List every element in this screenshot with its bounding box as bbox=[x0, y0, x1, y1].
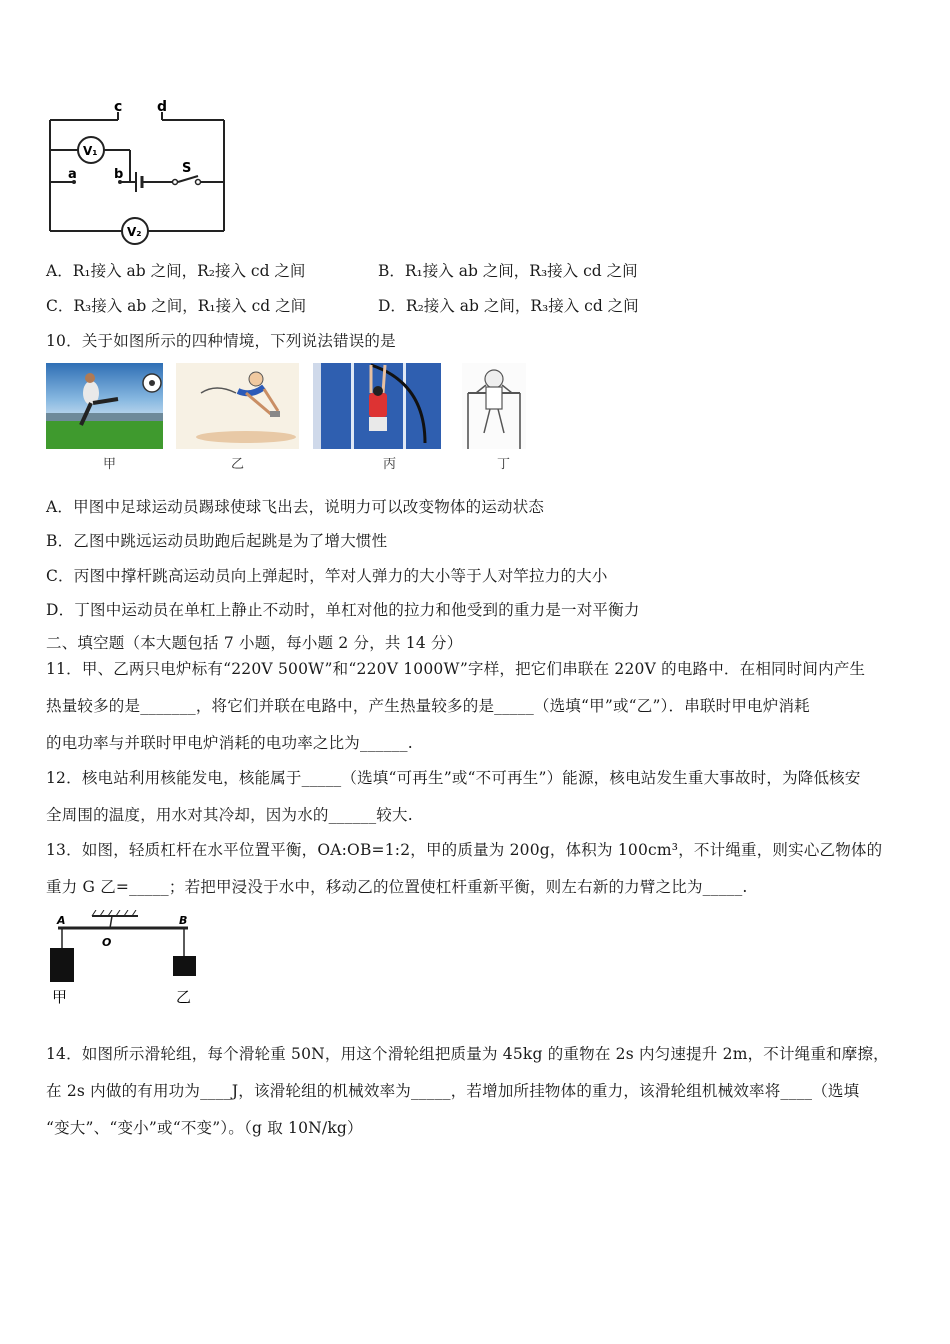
label-d: d bbox=[157, 99, 168, 115]
label-s: S bbox=[182, 161, 192, 176]
lever-label-yi: 乙 bbox=[176, 988, 192, 1006]
photo-soccer bbox=[46, 363, 163, 449]
drawing-long-jump bbox=[176, 363, 299, 449]
label-b: b bbox=[114, 167, 124, 182]
caption-yi: 乙 bbox=[231, 457, 245, 472]
label-v2: V₂ bbox=[127, 225, 142, 239]
label-c: c bbox=[114, 99, 123, 115]
q14-line3: “变大”、“变小”或“不变”）。（g 取 10N/kg） bbox=[46, 1119, 363, 1137]
drawing-horizontal-bar bbox=[462, 363, 526, 449]
circuit-diagram bbox=[40, 98, 240, 248]
lever-label-jia: 甲 bbox=[52, 988, 68, 1006]
label-a: a bbox=[68, 167, 77, 182]
q10-option-c: C．丙图中撑杆跳高运动员向上弹起时，竿对人弹力的大小等于人对竿拉力的大小 bbox=[46, 567, 608, 585]
caption-ding: 丁 bbox=[497, 457, 511, 472]
label-v1: V₁ bbox=[83, 144, 98, 158]
q11-line2: 热量较多的是_______，将它们并联在电路中，产生热量较多的是_____（选填“甲”或“乙”）．串联时甲电炉消耗 bbox=[46, 697, 810, 715]
lever-label-o: O bbox=[102, 936, 112, 949]
q10-stem: 10．关于如图所示的四种情境，下列说法错误的是 bbox=[46, 332, 396, 350]
q11-line1: 11．甲、乙两只电炉标有“220V 500W”和“220V 1000W”字样，把它们串联在 220V 的电路中．在相同时间内产生 bbox=[46, 660, 866, 678]
q14-line2: 在 2s 内做的有用功为____J，该滑轮组的机械效率为_____，若增加所挂物体的重力，该滑轮组机械效率将____（选填 bbox=[46, 1082, 860, 1100]
q13-line1: 13．如图，轻质杠杆在水平位置平衡，OA:OB=1:2，甲的质量为 200g，体积为 100cm³，不计绳重，则实心乙物体的 bbox=[46, 841, 883, 859]
lever-label-b: B bbox=[179, 914, 188, 927]
q14-line1: 14．如图所示滑轮组，每个滑轮重 50N，用这个滑轮组把质量为 45kg 的重物在 2s 内匀速提升 2m，不计绳重和摩擦， bbox=[46, 1045, 889, 1063]
lever-diagram bbox=[44, 910, 214, 1010]
q12-line1: 12．核电站利用核能发电，核能属于_____（选填“可再生”或“不可再生”）能源，核电站发生重大事故时，为降低核安 bbox=[46, 769, 861, 787]
q9-option-d: D．R₂接入 ab 之间，R₃接入 cd 之间 bbox=[378, 297, 639, 315]
q9-option-a: A．R₁接入 ab 之间，R₂接入 cd 之间 bbox=[46, 262, 306, 280]
q10-option-d: D．丁图中运动员在单杠上静止不动时，单杠对他的拉力和他受到的重力是一对平衡力 bbox=[46, 601, 640, 619]
q10-option-b: B．乙图中跳远运动员助跑后起跳是为了增大惯性 bbox=[46, 532, 388, 550]
caption-jia: 甲 bbox=[103, 457, 117, 472]
caption-bing: 丙 bbox=[383, 457, 397, 472]
q9-option-b: B．R₁接入 ab 之间，R₃接入 cd 之间 bbox=[378, 262, 638, 280]
section-heading: 二、填空题（本大题包括 7 小题，每小题 2 分，共 14 分） bbox=[46, 634, 463, 652]
photo-pole-vault bbox=[313, 363, 441, 449]
lever-label-a: A bbox=[57, 914, 66, 927]
q10-option-a: A．甲图中足球运动员踢球使球飞出去，说明力可以改变物体的运动状态 bbox=[46, 498, 545, 516]
q9-option-c: C．R₃接入 ab 之间，R₁接入 cd 之间 bbox=[46, 297, 307, 315]
q11-line3: 的电功率与并联时甲电炉消耗的电功率之比为______. bbox=[46, 734, 413, 752]
q13-line2: 重力 G 乙=_____；若把甲浸没于水中，移动乙的位置使杠杆重新平衡，则左右新的力臂之比为_____. bbox=[46, 878, 748, 896]
q12-line2: 全周围的温度，用水对其冷却，因为水的______较大. bbox=[46, 806, 413, 824]
